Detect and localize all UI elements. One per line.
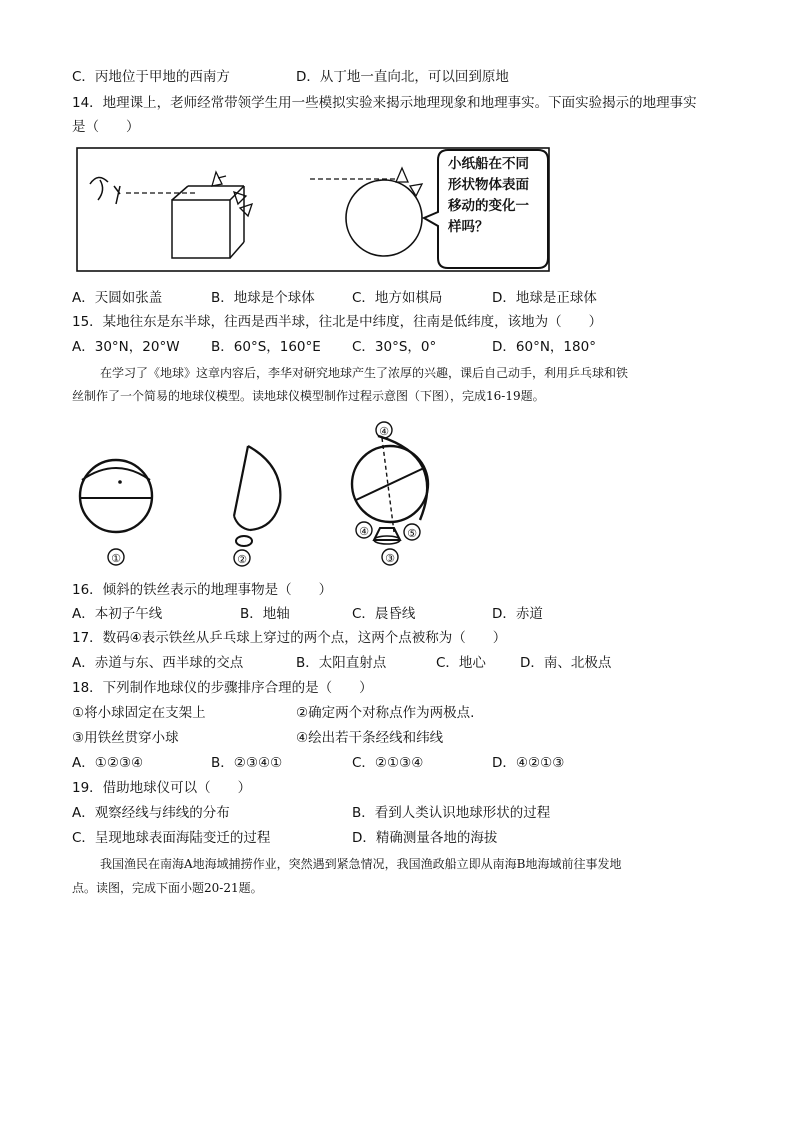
q13-option-c: C．丙地位于甲地的西南方 bbox=[72, 69, 230, 85]
q16-option-c: C．晨昏线 bbox=[352, 606, 416, 622]
q19-option-b: B．看到人类认识地球形状的过程 bbox=[352, 805, 551, 821]
q17-stem: 17．数码④表示铁丝从乒乓球上穿过的两个点，这两个点被称为（ ） bbox=[72, 630, 507, 646]
q14-option-c: C．地方如棋局 bbox=[352, 290, 443, 306]
q18-option-a: A．①②③④ bbox=[72, 755, 144, 771]
label-2: ② bbox=[237, 553, 247, 566]
q18-option-d: D．④②①③ bbox=[492, 755, 565, 771]
label-1: ① bbox=[111, 552, 121, 565]
q18-step-4: ④绘出若干条经线和纬线 bbox=[296, 730, 444, 746]
q19-stem: 19．借助地球仪可以（ ） bbox=[72, 780, 252, 796]
q19-option-d: D．精确测量各地的海拔 bbox=[352, 830, 498, 846]
q14-experiment-figure bbox=[76, 146, 552, 278]
q17-option-d: D．南、北极点 bbox=[520, 655, 612, 671]
q17-option-c: C．地心 bbox=[436, 655, 486, 671]
bubble-line-4: 样吗？ bbox=[448, 219, 489, 235]
intro-16-19-line1: 在学习了《地球》这章内容后，李华对研究地球产生了浓厚的兴趣，课后自己动手，利用乒乓球和铁 bbox=[100, 366, 629, 380]
q15-option-b: B．60°S，160°E bbox=[211, 339, 321, 355]
q18-step-2: ②确定两个对称点作为两极点. bbox=[296, 705, 475, 721]
label-3: ③ bbox=[385, 552, 395, 565]
q19-option-a: A．观察经线与纬线的分布 bbox=[72, 805, 230, 821]
q16-option-a: A．本初子午线 bbox=[72, 606, 163, 622]
q17-option-a: A．赤道与东、西半球的交点 bbox=[72, 655, 244, 671]
intro-16-19-line2: 丝制作了一个简易的地球仪模型。读地球仪模型制作过程示意图（下图），完成16-19题。 bbox=[72, 389, 545, 403]
bubble-line-1: 小纸船在不同 bbox=[448, 156, 529, 172]
q18-option-c: C．②①③④ bbox=[352, 755, 424, 771]
q18-step-3: ③用铁丝贯穿小球 bbox=[72, 730, 179, 746]
globe-model-figure bbox=[74, 416, 444, 576]
q19-option-c: C．呈现地球表面海陆变迁的过程 bbox=[72, 830, 271, 846]
q14-stem-line1: 14．地理课上，老师经常带领学生用一些模拟实验来揭示地理现象和地理事实。下面实验揭示的地理事实 bbox=[72, 95, 697, 111]
bubble-line-2: 形状物体表面 bbox=[448, 177, 529, 193]
q13-option-d: D．从丁地一直向北，可以回到原地 bbox=[296, 69, 509, 85]
q14-stem-line2: 是（ ） bbox=[72, 119, 140, 135]
q18-option-b: B．②③④① bbox=[211, 755, 283, 771]
q16-option-b: B．地轴 bbox=[240, 606, 290, 622]
q15-option-a: A．30°N，20°W bbox=[72, 339, 180, 355]
label-4-bottom: ④ bbox=[359, 525, 369, 538]
q18-step-1: ①将小球固定在支架上 bbox=[72, 705, 206, 721]
q16-option-d: D．赤道 bbox=[492, 606, 543, 622]
q18-stem: 18．下列制作地球仪的步骤排序合理的是（ ） bbox=[72, 680, 373, 696]
q17-option-b: B．太阳直射点 bbox=[296, 655, 387, 671]
label-4-top: ④ bbox=[379, 425, 389, 438]
q15-option-d: D．60°N，180° bbox=[492, 339, 596, 355]
q14-option-d: D．地球是正球体 bbox=[492, 290, 597, 306]
q14-option-a: A．天圆如张盖 bbox=[72, 290, 163, 306]
bubble-line-3: 移动的变化一 bbox=[448, 198, 529, 214]
intro-20-21-line2: 点。读图，完成下面小题20-21题。 bbox=[72, 881, 263, 895]
q15-option-c: C．30°S，0° bbox=[352, 339, 437, 355]
q16-stem: 16．倾斜的铁丝表示的地理事物是（ ） bbox=[72, 582, 333, 598]
intro-20-21-line1: 我国渔民在南海A地海域捕捞作业，突然遇到紧急情况，我国渔政船立即从南海B地海域前往事发地 bbox=[100, 857, 622, 871]
q14-option-b: B．地球是个球体 bbox=[211, 290, 315, 306]
label-5: ⑤ bbox=[407, 527, 417, 540]
q15-stem: 15．某地往东是东半球，往西是西半球，往北是中纬度，往南是低纬度，该地为（ ） bbox=[72, 314, 603, 330]
